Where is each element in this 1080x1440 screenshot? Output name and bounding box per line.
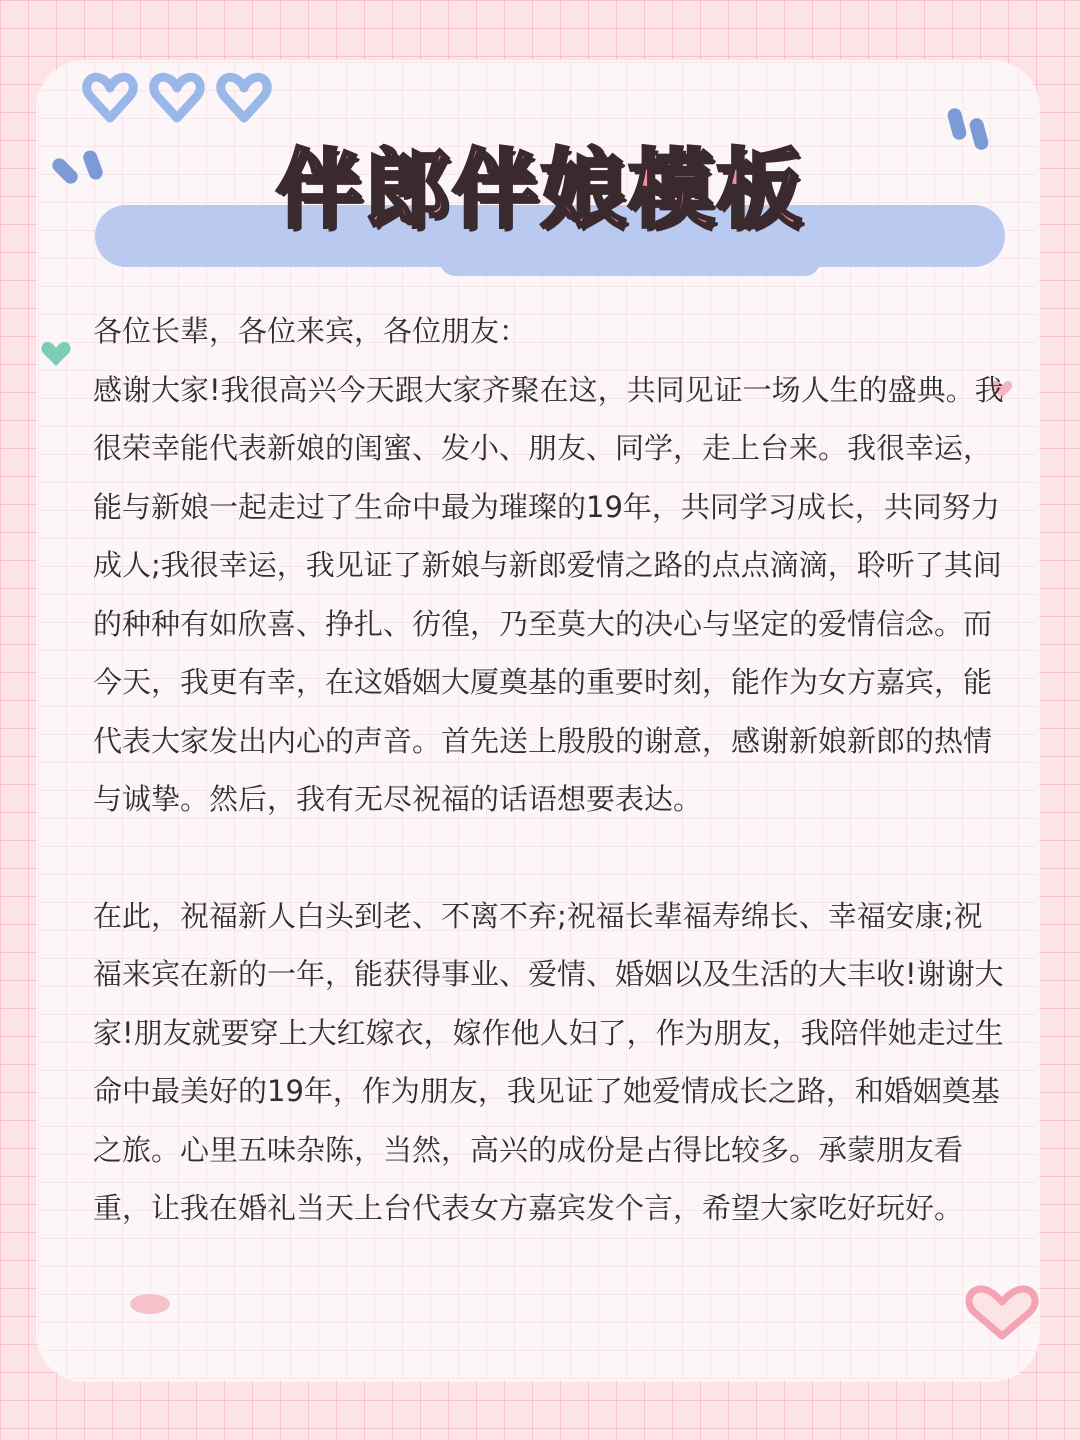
pink-heart-outline-icon — [962, 1282, 1042, 1342]
pink-blob-decoration — [128, 1292, 172, 1316]
heart-outline-icon — [221, 77, 268, 118]
paragraph-1: 感谢大家!我很高兴今天跟大家齐聚在这，共同见证一场人生的盛典。我很荣幸能代表新娘的闺蜜、发小、朋友、同学，走上台来。我很幸运，能与新娘一起走过了生命中最为璀璨的19年，共同学习成长，共同努力成人;我很幸运，我见证了新娘与新郎爱情之路的点点滴滴，聆听了其间的种种有如欣喜、挣扎、彷徨，乃至莫大的决心与坚定的爱情信念。而今天，我更有幸，在这婚姻大厦奠基的重要时刻，能作为女方嘉宾，能代表大家发出内心的声音。首先送上殷殷的谢意，感谢新娘新郎的热情与诚挚。然后，我有无尽祝福的话语想要表达。 — [93, 372, 1004, 816]
paragraph-spacer — [93, 829, 1005, 887]
speech-body — [93, 302, 1005, 1238]
heart-outline-icon — [154, 77, 201, 118]
page-title: 伴郎伴娘模板 — [276, 140, 804, 240]
greeting-line: 各位长辈，各位来宾，各位朋友： — [93, 314, 529, 348]
mint-heart-icon — [40, 340, 72, 368]
heart-outline-icon — [87, 77, 134, 118]
paragraph-2: 在此，祝福新人白头到老、不离不弃;祝福长辈福寿绵长、幸福安康;祝福来宾在新的一年，能获得事业、爱情、婚姻以及生活的大丰收!谢谢大家!朋友就要穿上大红嫁衣，嫁作他人妇了，作为朋友，我陪伴她走过生命中最美好的19年，作为朋友，我见证了她爱情成长之路，和婚姻奠基之旅。心里五味杂陈，当然，高兴的成份是占得比较多。承蒙朋友看重，让我在婚礼当天上台代表女方嘉宾发个言，希望大家吃好玩好。 — [93, 898, 1004, 1225]
title-highlight-tail — [440, 246, 820, 276]
blue-hearts-decoration — [80, 70, 280, 130]
